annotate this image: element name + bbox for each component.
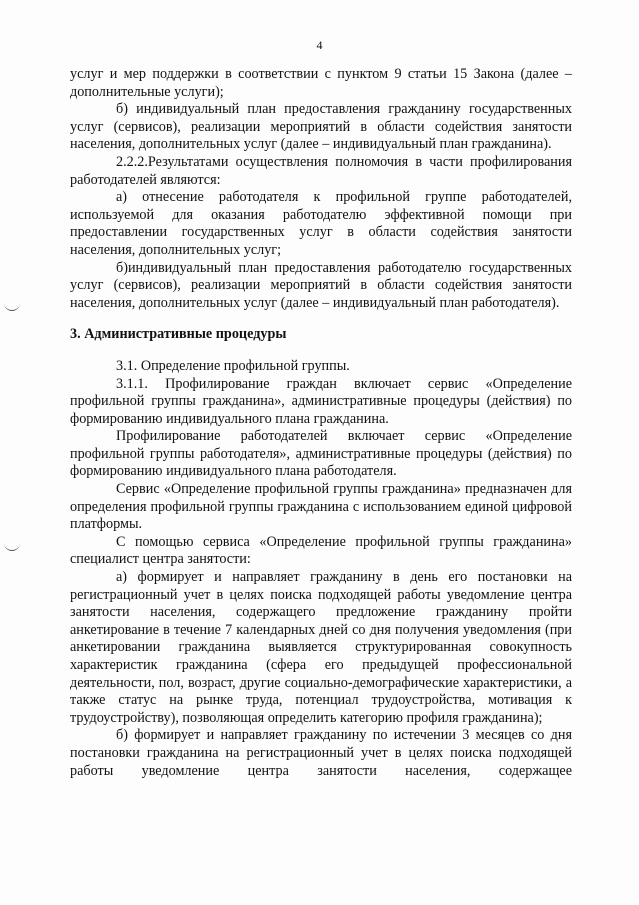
page-number: 4 <box>316 38 323 52</box>
paragraph: а) отнесение работодателя к профильной группе работодателей, используемой для оказания работодателю эффективной помощи при предоставлении государственных услуг в области содействия занятости населения, дополнительных услуг; <box>70 189 572 258</box>
paragraph: 3.1. Определение профильной группы. <box>116 357 350 374</box>
paragraph: Профилирование работодателей включает сервис «Определение профильной группы работодателя», административные процедуры (действия) по формированию индивидуального плана работодателя. <box>70 428 572 480</box>
paragraph: а) формирует и направляет гражданину в день его постановки на регистрационный учет в целях поиска подходящей работы уведомление центра занятости населения, содержащего предложение гражданину пройти анкетирование в течение 7 календарных дней со дня получения уведомления (при анкетировании гражданина выявляется структурированная совокупность характеристик гражданина (сфера его предыдущей профессиональной деятельности, пол, возраст, другие социально-демографические характеристики, а также статус на рынке труда, потенциал трудоустройства, мотивация к трудоустройству), позволяющая определить категорию профиля гражданина); <box>70 569 572 726</box>
paragraph: б) индивидуальный план предоставления гражданину государственных услуг (сервисов), реализации мероприятий в области содействия занятости населения, дополнительных услуг (далее – индивидуальный план гражданина). <box>70 101 572 153</box>
paragraph: услуг и мер поддержки в соответствии с пунктом 9 статьи 15 Закона (далее – дополнительные услуги); <box>70 66 572 100</box>
paragraph: 3.1.1. Профилирование граждан включает сервис «Определение профильной группы гражданина», административные процедуры (действия) по формированию индивидуального плана гражданина. <box>70 375 572 427</box>
scan-artifact-mark <box>4 540 20 551</box>
paragraph: Сервис «Определение профильной группы гражданина» предназначен для определения профильной группы гражданина с использованием единой цифровой платформы. <box>70 481 572 533</box>
paragraph: С помощью сервиса «Определение профильной группы гражданина» специалист центра занятости: <box>70 533 572 568</box>
paragraph: б) формирует и направляет гражданину по истечении 3 месяцев со дня постановки гражданина на регистрационный учет в целях поиска подходящей работы уведомление центра занятости населения, содержащее <box>70 727 572 779</box>
paragraph: 2.2.2.Результатами осуществления полномочия в части профилирования работодателей являются: <box>70 153 572 188</box>
section-heading: 3. Административные процедуры <box>70 326 287 343</box>
paragraph: б)индивидуальный план предоставления работодателю государственных услуг (сервисов), реализации мероприятий в области содействия занятости населения, дополнительных услуг (далее – индивидуальный план работодателя). <box>70 259 572 311</box>
document-body <box>70 66 572 780</box>
scan-artifact-mark <box>4 300 20 311</box>
